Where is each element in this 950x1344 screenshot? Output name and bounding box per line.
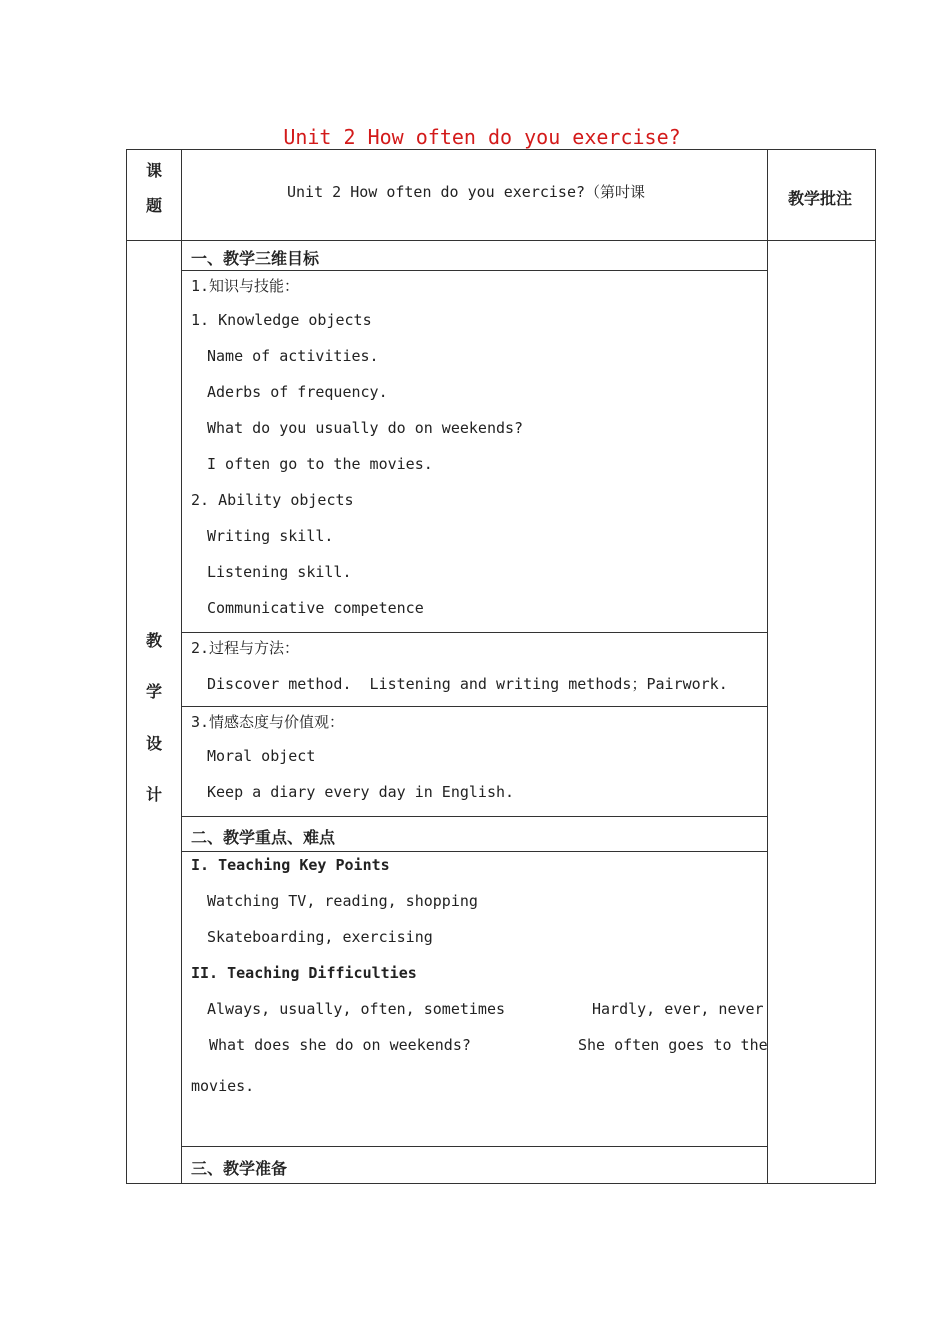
lesson-topic: Unit 2 How often do you exercise?（第吋课	[287, 183, 646, 201]
list-item: Communicative competence	[207, 599, 424, 617]
list-item: Always, usually, often, sometimes	[207, 1000, 506, 1018]
notes-column-label: 教学批注	[788, 189, 853, 208]
section-heading: 二、教学重点、难点	[191, 828, 336, 847]
design-label-char: 设	[145, 734, 162, 753]
design-label-char: 计	[145, 785, 162, 804]
part-label: 3.情感态度与价值观：	[191, 713, 345, 731]
part-label: 2.过程与方法：	[191, 639, 300, 657]
section-heading: 一、教学三维目标	[191, 249, 320, 268]
method-text: Discover method. Listening and writing methods；Pairwork.	[207, 675, 728, 693]
list-item: Aderbs of frequency.	[207, 383, 388, 401]
list-item: Watching TV, reading, shopping	[207, 892, 478, 910]
knowledge-title: 1. Knowledge objects	[191, 311, 372, 329]
list-item: What does she do on weekends?	[209, 1036, 471, 1054]
list-item: movies.	[191, 1077, 255, 1095]
subject-label-char: 题	[145, 196, 162, 215]
list-item: Hardly, ever, never	[592, 1000, 764, 1018]
document-title: Unit 2 How often do you exercise?	[283, 125, 681, 149]
design-label-char: 学	[145, 682, 162, 701]
design-label-char: 教	[145, 631, 162, 650]
list-item: Keep a diary every day in English.	[207, 783, 515, 801]
section-heading: 三、教学准备	[191, 1159, 288, 1178]
list-item: She often goes to the	[578, 1036, 768, 1054]
list-item: Skateboarding, exercising	[207, 928, 433, 946]
list-item: Writing skill.	[207, 527, 334, 545]
list-item: I often go to the movies.	[207, 455, 433, 473]
list-item: Name of activities.	[207, 347, 379, 365]
list-item: Listening skill.	[207, 563, 352, 581]
list-item: What do you usually do on weekends?	[207, 419, 524, 437]
difficulties-title: II. Teaching Difficulties	[191, 964, 417, 982]
subject-label-char: 课	[145, 161, 162, 180]
key-points-title: I. Teaching Key Points	[191, 856, 390, 874]
list-item: Moral object	[207, 747, 316, 765]
part-label: 1.知识与技能：	[191, 277, 300, 295]
ability-title: 2. Ability objects	[191, 491, 354, 509]
